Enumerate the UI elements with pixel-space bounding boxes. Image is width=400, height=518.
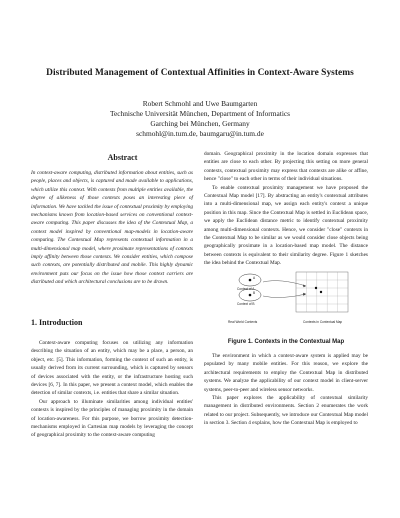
figure-caption: Figure 1. Contexts in the Contextual Map xyxy=(227,339,345,345)
author-email: schmohl@in.tum.de, baumgaru@in.tum.de xyxy=(136,129,264,138)
right-column-body-2 xyxy=(204,352,368,428)
author-names: Robert Schmohl and Uwe Baumgarten xyxy=(142,99,258,108)
right-paragraph-2: To enable contextual proximity management we have proposed the Contextual Map model [17]. By abstracting an entity's contextual attributes into a multi-dimensional map, we assign each entity's context a unique position in this map. Since the Contextual Map is settled in Euclidean space, we apply the Euclidean distance metric to identify contextual proximity among multi-dimensional contexts. Hence, we consider "close" contexts in the Contextual Map to be similar as we would consider close objects being geographically proximate in a location-based map model. The distance between contexts is equivalent to their similarity degree. Figure 1 sketches the idea behind the Contextual Map. xyxy=(204,184,368,267)
intro-paragraph-2: Our approach to illuminate similarities among individual entities' contexts is inspired by the principles of managing proximity in the domain of location-awareness. For this purpose, we borrow proximity detection-mechanisms employed in Cartesian map models by leveraging the concept of geographical proximity to the context-aware computing xyxy=(31,398,193,439)
right-column-body xyxy=(204,150,368,268)
mapping-arrows xyxy=(263,281,306,298)
map-point-a xyxy=(315,287,317,289)
map-point-b xyxy=(320,291,322,293)
real-world-contexts-diagram xyxy=(228,274,261,324)
entity-a-icon xyxy=(249,279,252,282)
right-paragraph-1: domain. Geographical proximity in the location domain expresses that entities are close to each other. By projecting this setting on more general contexts, contextual proximity may express that contexts are alike or affine, hence "close" to each other in terms of their individual situations. xyxy=(204,151,368,183)
paper-title: Distributed Management of Contextual Affinities in Context-Aware Systems xyxy=(46,68,354,78)
right-paragraph-3: The environment in which a context-aware system is applied may be populated by many mobile entities. For this reason, we explore the architectural requirements to employ the Contextual Map in distributed systems. We analyze the applicability of our context model in client-server systems, peer-to-peer and wireless sensor networks. xyxy=(204,353,368,393)
context-a-label: Context of A xyxy=(237,287,255,291)
context-b-label: Context of B xyxy=(237,302,255,306)
point-a-label: A xyxy=(253,276,256,280)
section-heading-introduction: 1. Introduction xyxy=(31,318,83,327)
right-paragraph-4: This paper explores the applicability of contextual similarity management in distributed environments. Section 2 enumerates the work related to our project. Subsequently, we introduce our Contextual Map model in section 3. Section 4 explains, how the Contextual Map is employed to xyxy=(204,395,368,427)
author-affiliation: Technische Universität München, Department of Informatics xyxy=(109,109,291,118)
entity-b-icon xyxy=(249,294,252,297)
abstract-text: In context-aware computing, distributed information about entities, such as people, places and objects, is captured and made available to applications, which utilize this context. With contexts from multiple entities available, the degree of alikeness of those contexts poses an interesting piece of information. We have tackled the issue of contextual proximity by employing mechanisms known from location-based services on conventional context-aware computing. This paper discusses the idea of the Contextual Map, a context model inspired by conventional map-models in location-aware computing. The Contextual Map represents contextual information in a multi-dimensional map model, where proximate representations of contexts imply affinity between those contexts. We consider entities, which compose such contexts, are potentially distributed and mobile. This highly dynamic environment puts our focus on the issue how those context carriers are distributed and which architectural conclusions are to be drawn. xyxy=(31,170,193,286)
author-address: Garching bei München, Germany xyxy=(150,119,250,128)
point-b-label: B xyxy=(253,291,256,295)
real-world-caption: Real World Contexts xyxy=(228,320,258,324)
introduction-body xyxy=(31,339,193,440)
abstract-heading: Abstract xyxy=(107,153,138,162)
intro-paragraph-1: Context-aware computing focuses on utilizing any information describing the situation of an entity, which may be a place, a person, an object, etc. [5]. This information, forming the context of such an entity, is usually derived from its current surrounding, which is captured by sensors of devices associated with the entity, or the infrastructure hosting such devices [6, 7]. In this paper, we present a context model, which enables the detection of similar contexts, i.e. entities that share a similar situation. xyxy=(31,340,193,397)
contextual-map-caption: Contexts in Contextual Map xyxy=(303,320,343,324)
contextual-map-grid xyxy=(296,272,348,324)
contextual-map-figure xyxy=(220,268,360,330)
